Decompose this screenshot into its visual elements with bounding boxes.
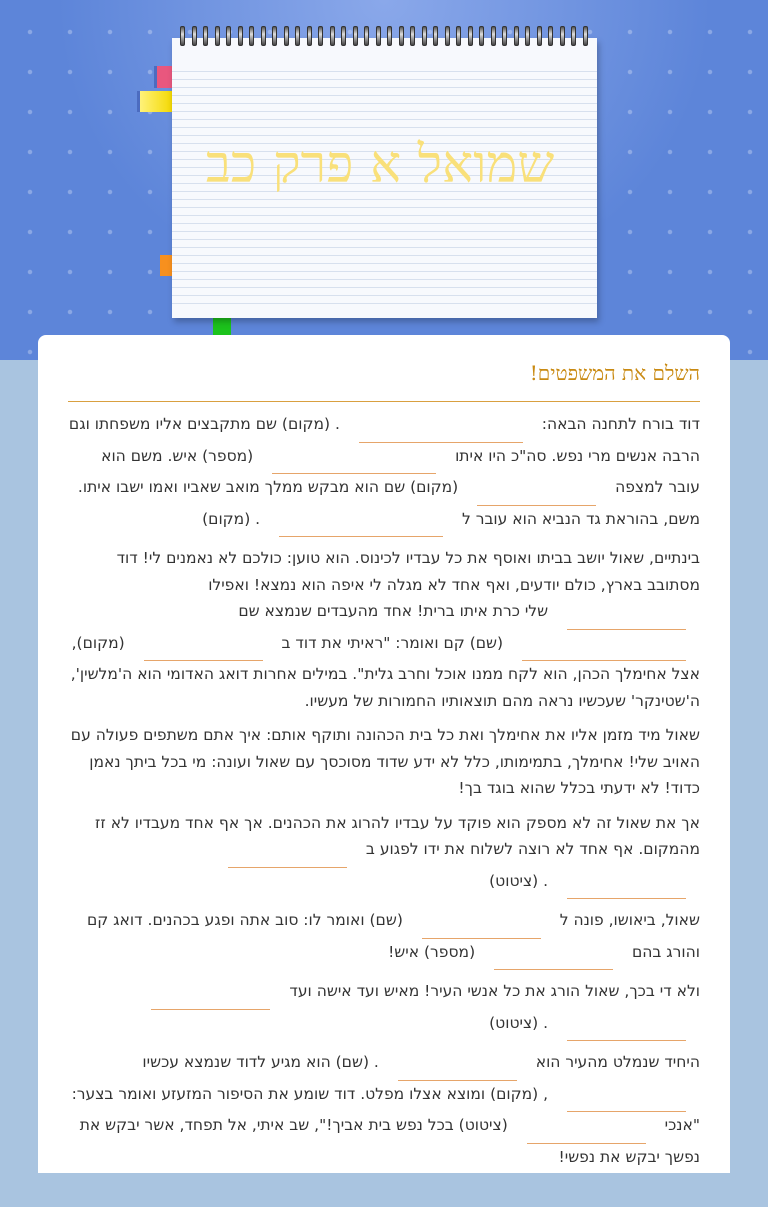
- fill-in-blank-input[interactable]: [567, 1091, 686, 1112]
- paragraph-text: (מספר) איש. משם הוא עובר למצפה: [101, 446, 700, 496]
- ring-icon: [226, 26, 231, 46]
- paragraph-text: (ציטוט) בכל נפש בית אביך!", שב איתי, אל תפחד, אשר יבקש את נפשך יבקש את נפשי!: [79, 1116, 700, 1166]
- paragraph-text: . (מקום) שם מתקבצים אליו משפחתו וגם הרבה אנשים מרי נפש. סה"כ היו איתו: [68, 415, 700, 465]
- paragraph-text: שאול, ביאושו, פונה ל: [554, 911, 700, 929]
- ring-icon: [422, 26, 427, 46]
- paragraph-text: (שם) ואומר לו: סוב אתה ופגע בכהנים. דואג קם והורג בהם: [86, 911, 700, 961]
- paragraph-text: . (מקום): [202, 509, 266, 528]
- ring-icon: [514, 26, 519, 46]
- ring-icon: [479, 26, 484, 46]
- notebook-tab-yellow: [140, 91, 173, 112]
- fill-in-blank-input[interactable]: [359, 422, 523, 443]
- fill-in-blank-input[interactable]: [398, 1060, 517, 1081]
- ring-icon: [261, 26, 266, 46]
- worksheet-content: [68, 411, 700, 1178]
- notebook-tab-pink: [157, 66, 173, 88]
- paragraph-text: (מספר) איש!: [388, 942, 481, 961]
- ring-icon: [491, 26, 496, 46]
- ring-icon: [318, 26, 323, 46]
- fill-in-blank-input[interactable]: [567, 878, 686, 899]
- ring-icon: [445, 26, 450, 46]
- paragraph-text: . (ציטוט): [489, 1013, 553, 1032]
- fill-in-blank-input[interactable]: [422, 918, 541, 939]
- ring-icon: [537, 26, 542, 46]
- ring-icon: [571, 26, 576, 46]
- ring-icon: [341, 26, 346, 46]
- ring-icon: [238, 26, 243, 46]
- paragraph-text: ולא די בכך, שאול הורג את כל אנשי העיר! מאיש ועד אישה ועד: [284, 982, 700, 1000]
- paragraph-text: היחיד שנמלט מהעיר הוא: [530, 1053, 700, 1071]
- worksheet-card: [38, 335, 730, 1173]
- spiral-binding: [180, 26, 588, 50]
- ring-icon: [560, 26, 565, 46]
- ring-icon: [387, 26, 392, 46]
- ring-icon: [203, 26, 208, 46]
- ring-icon: [583, 26, 588, 46]
- paragraph: [68, 545, 700, 714]
- ring-icon: [376, 26, 381, 46]
- ring-icon: [433, 26, 438, 46]
- fill-in-blank-input[interactable]: [522, 640, 686, 661]
- header-banner: [0, 0, 768, 360]
- fill-in-blank-input[interactable]: [527, 1123, 646, 1144]
- ring-icon: [192, 26, 197, 46]
- paragraph-text: , (מקום) ומוצא אצלו מפלט. דוד שומע את הסיפור המזעזע ואומר בצער: "אנכי: [71, 1084, 700, 1134]
- fill-in-blank-input[interactable]: [494, 949, 613, 970]
- ring-icon: [307, 26, 312, 46]
- worksheet-heading: השלם את המשפטים!: [529, 361, 700, 385]
- fill-in-blank-input[interactable]: [228, 847, 347, 868]
- paragraph-text: (מקום), אצל אחימלך הכהן, הוא לקח ממנו אוכל וחרב גלית". במילים אחרות דואג האדומי הוא ה'מלשין', ה'שטינקר' שעכשיו נראה מהם תוצאותיו החמורות של מעשיו.: [70, 633, 700, 710]
- ring-icon: [364, 26, 369, 46]
- paragraph-text: . (שם) הוא מגיע לדוד שנמצא עכשיו: [142, 1053, 384, 1071]
- ring-icon: [525, 26, 530, 46]
- paragraph-text: אך את שאול זה לא מספק הוא פוקד על עבדיו להרוג את הכהנים. אך אף אחד מעבדיו לא זז מהמקום. אף אחד לא רוצה לשלוח את ידו לפגוע ב: [95, 813, 700, 858]
- paragraph: [68, 810, 700, 900]
- ring-icon: [456, 26, 461, 46]
- paragraph-text: שלי כרת איתו ברית! אחד מהעבדים שנמצא שם: [238, 602, 553, 620]
- fill-in-blank-input[interactable]: [477, 485, 596, 506]
- notebook-tab-green: [213, 318, 231, 335]
- ring-icon: [249, 26, 254, 46]
- ring-icon: [548, 26, 553, 46]
- ring-icon: [295, 26, 300, 46]
- page-title: שמואל א פרק כב: [205, 135, 555, 195]
- paragraph: [68, 1049, 700, 1170]
- fill-in-blank-input[interactable]: [567, 1020, 686, 1041]
- ring-icon: [215, 26, 220, 46]
- paragraph: [68, 722, 700, 802]
- fill-in-blank-input[interactable]: [151, 989, 270, 1010]
- heading-divider: [68, 401, 700, 402]
- paragraph: [68, 907, 700, 970]
- ring-icon: [353, 26, 358, 46]
- paragraph-text: בינתיים, שאול יושב בביתו ואוסף את כל עבדיו לכינוס. הוא טוען: כולכם לא נאמנים לי! דוד מסתובב בארץ, כולם יודעים, ואף אחד לא מגלה לי איפה הוא נמצא! ואפילו: [116, 549, 700, 594]
- fill-in-blank-input[interactable]: [144, 640, 263, 661]
- paragraph-text: דוד בורח לתחנה הבאה:: [536, 415, 700, 433]
- fill-in-blank-input[interactable]: [279, 516, 443, 537]
- ring-icon: [180, 26, 185, 46]
- ring-icon: [410, 26, 415, 46]
- ring-icon: [284, 26, 289, 46]
- paragraph-text: (מקום) שם הוא מבקש ממלך מואב שאביו ואמו ישבו איתו. משם, בהוראת גד הנביא הוא עובר ל: [77, 478, 700, 528]
- paragraph: [68, 978, 700, 1041]
- paragraph-text: שאול מיד מזמן אליו את אחימלך ואת כל בית הכהונה ותוקף אותם: איך אתם משתפים פעולה עם האויב שלי! אחימלך, בתמימותו, כלל לא ידע שדוד מסוכסך עם שאול ועונה: מי בכל ביתך נאמן כדוד! לא ידעתי בכלל שהוא בוגד בך!: [70, 726, 700, 797]
- paragraph: [68, 411, 700, 537]
- ring-icon: [330, 26, 335, 46]
- ring-icon: [468, 26, 473, 46]
- fill-in-blank-input[interactable]: [272, 453, 436, 474]
- fill-in-blank-input[interactable]: [567, 609, 686, 630]
- ring-icon: [272, 26, 277, 46]
- ring-icon: [502, 26, 507, 46]
- paragraph-text: (שם) קם ואומר: "ראיתי את דוד ב: [276, 633, 508, 652]
- paragraph-text: . (ציטוט): [489, 871, 553, 890]
- ring-icon: [399, 26, 404, 46]
